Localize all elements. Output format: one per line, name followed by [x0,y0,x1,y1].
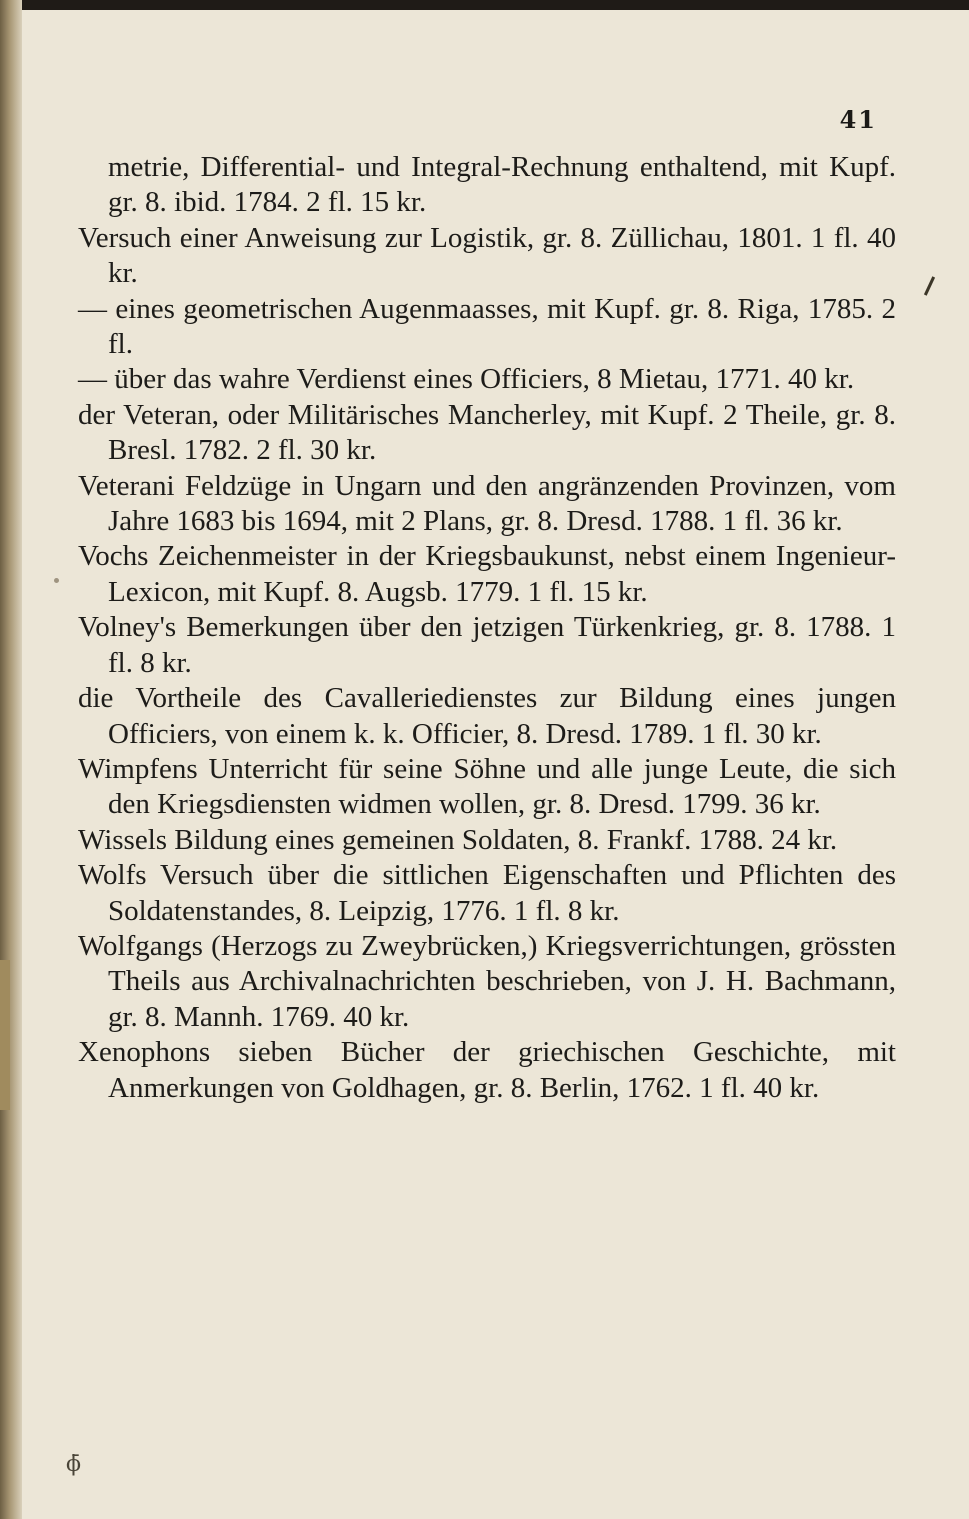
catalog-entry: Veterani Feldzüge in Ungarn und den angränzenden Provinzen, vom Jahre 1683 bis 1694, mit 2 Plans, gr. 8. Dresd. 1788. 1 fl. 36 kr. [78,469,896,538]
catalog-entry: die Vortheile des Cavalleriedienstes zur Bildung eines jungen Officiers, von einem k. k. Officier, 8. Dresd. 1789. 1 fl. 30 kr. [78,682,896,750]
catalog-entry-list [78,150,896,1106]
margin-pencil-mark [924,276,935,295]
catalog-entry: Wolfs Versuch über die sittlichen Eigenschaften und Pflichten des Soldatenstandes, 8. Leipzig, 1776. 1 fl. 8 kr. [78,859,896,927]
catalog-entry: Wimpfens Unterricht für seine Söhne und alle junge Leute, die sich den Kriegsdiensten widmen wollen, gr. 8. Dresd. 1799. 36 kr. [78,752,896,821]
catalog-entry: der Veteran, oder Militärisches Mancherley, mit Kupf. 2 Theile, gr. 8. Bresl. 1782. 2 fl. 30 kr. [78,398,896,467]
catalog-entry: Xenophons sieben Bücher der griechischen Geschichte, mit Anmerkungen von Goldhagen, gr. 8. Berlin, 1762. 1 fl. 40 kr. [78,1036,896,1104]
catchword: ϕ̄ [66,1452,81,1477]
catalog-entry: — eines geometrischen Augenmaasses, mit Kupf. gr. 8. Riga, 1785. 2 fl. [78,292,896,361]
catalog-entry: Wolfgangs (Herzogs zu Zweybrücken,) Kriegsverrichtungen, grössten Theils aus Archivalnachrichten beschrieben, von J. H. Bachmann, gr. 8. Mannh. 1769. 40 kr. [78,929,896,1033]
catalog-entry: Volney's Bemerkungen über den jetzigen Türkenkrieg, gr. 8. 1788. 1 fl. 8 kr. [78,611,896,679]
page-top-edge [0,0,969,10]
catalog-entry: Wissels Bildung eines gemeinen Soldaten, 8. Frankf. 1788. 24 kr. [78,823,838,856]
book-binding [0,0,22,1519]
margin-speck [54,578,59,583]
catalog-entry: metrie, Differential- und Integral-Rechnung enthaltend, mit Kupf. gr. 8. ibid. 1784. 2 fl. 15 kr. [108,151,896,219]
catalog-entry: Versuch einer Anweisung zur Logistik, gr. 8. Züllichau, 1801. 1 fl. 40 kr. [78,221,896,290]
catalog-entry: — über das wahre Verdienst eines Officiers, 8 Mietau, 1771. 40 kr. [78,363,855,396]
binding-stain [0,960,10,1110]
page-number: 41 [839,105,877,134]
catalog-entry: Vochs Zeichenmeister in der Kriegsbaukunst, nebst einem Ingenieur-Lexicon, mit Kupf. 8. Augsb. 1779. 1 fl. 15 kr. [78,540,896,608]
